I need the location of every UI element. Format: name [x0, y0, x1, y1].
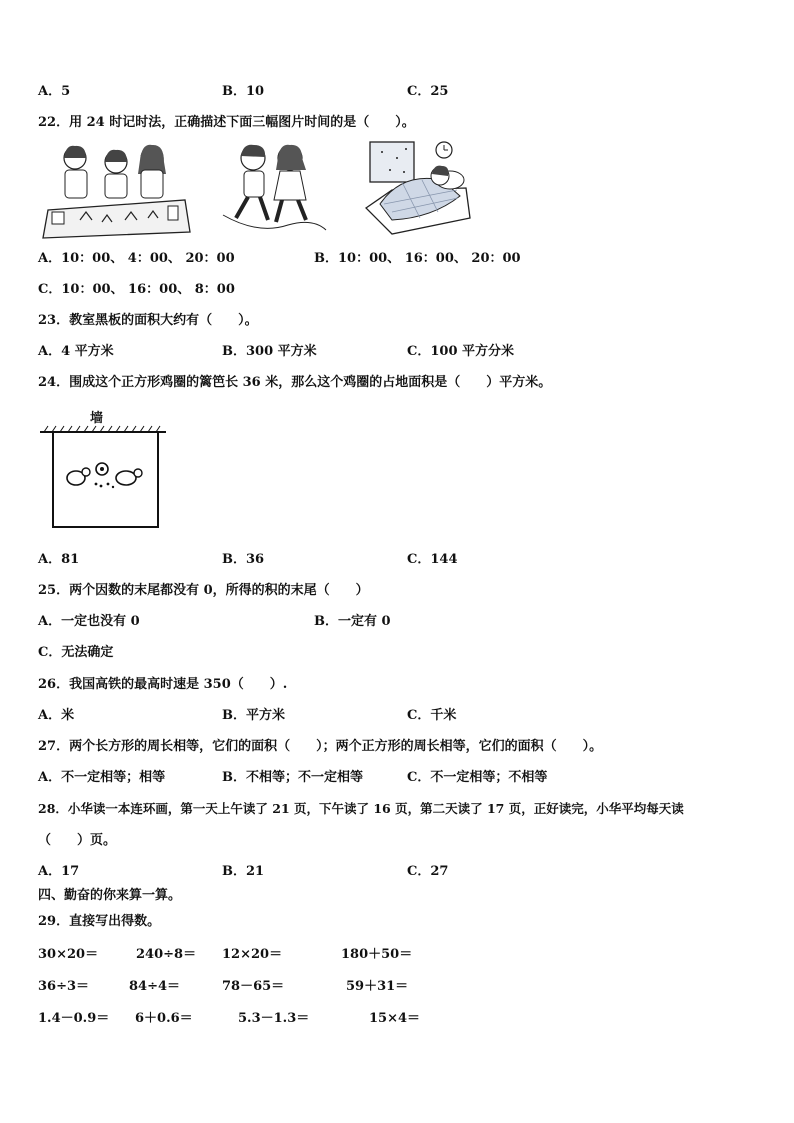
chicken-coop-diagram: [38, 424, 168, 534]
q28-question-line1: 28．小华读一本连环画，第一天上午读了 21 页，下午读了 16 页，第二天读了 17 页，正好读完，小华平均每天读: [38, 801, 684, 816]
q28-option-c: C．27: [407, 864, 449, 879]
q22-question: 22．用 24 时记时法，正确描述下面三幅图片时间的是（ ）。: [38, 115, 415, 130]
q21-option-a: A．5: [38, 84, 71, 99]
calc-item: 36÷3＝: [38, 979, 90, 994]
q27-option-b: B．不相等；不一定相等: [222, 770, 363, 785]
wall-label: 墙: [90, 411, 104, 426]
q27-option-c: C．不一定相等；不相等: [407, 770, 548, 785]
q26-question: 26．我国高铁的最高时速是 350（ ）.: [38, 677, 288, 692]
q22-option-a: A．10：00、 4：00、 20：00: [38, 251, 235, 266]
q23-option-c: C．100 平方分米: [407, 344, 515, 359]
q28-option-a: A．17: [38, 864, 80, 879]
q27-option-a: A．不一定相等；相等: [38, 770, 166, 785]
q23-option-a: A．4 平方米: [38, 344, 114, 359]
calc-item: 30×20＝: [38, 947, 99, 962]
q25-question: 25．两个因数的末尾都没有 0，所得的积的末尾（ ）: [38, 583, 369, 598]
q22-option-c: C．10：00、 16：00、 8：00: [38, 282, 235, 297]
q29-question: 29．直接写出得数。: [38, 914, 161, 929]
q23-option-b: B．300 平方米: [222, 344, 317, 359]
q25-option-a: A．一定也没有 0: [38, 614, 140, 629]
calc-item: 1.4－0.9＝: [38, 1011, 110, 1026]
child-sleeping-image: [362, 138, 472, 240]
children-folding-cranes-image: [40, 140, 195, 240]
calc-item: 15×4＝: [369, 1011, 421, 1026]
q24-question: 24．围成这个正方形鸡圈的篱笆长 36 米，那么这个鸡圈的占地面积是（ ）平方米。: [38, 375, 552, 390]
q26-option-c: C．千米: [407, 708, 457, 723]
calc-item: 12×20＝: [222, 947, 283, 962]
section-4-title: 四、勤奋的你来算一算。: [38, 888, 182, 903]
q26-option-b: B．平方米: [222, 708, 285, 723]
calc-item: 240÷8＝: [136, 947, 197, 962]
q24-option-c: C．144: [407, 552, 458, 567]
q24-option-b: B．36: [222, 552, 265, 567]
q25-option-c: C．无法确定: [38, 645, 114, 660]
calc-item: 180＋50＝: [341, 947, 413, 962]
q25-option-b: B．一定有 0: [314, 614, 391, 629]
calc-item: 84÷4＝: [129, 979, 181, 994]
q24-option-a: A．81: [38, 552, 80, 567]
q22-option-b: B．10：00、 16：00、 20：00: [314, 251, 521, 266]
calc-item: 6＋0.6＝: [135, 1011, 193, 1026]
q26-option-a: A．米: [38, 708, 75, 723]
q21-option-b: B．10: [222, 84, 265, 99]
calc-item: 78－65＝: [222, 979, 285, 994]
children-running-image: [218, 140, 328, 240]
q28-question-line2: （ ）页。: [38, 833, 117, 848]
q21-option-c: C．25: [407, 84, 449, 99]
q23-question: 23．教室黑板的面积大约有（ ）。: [38, 313, 258, 328]
calc-item: 59＋31＝: [346, 979, 409, 994]
q28-option-b: B．21: [222, 864, 265, 879]
calc-item: 5.3－1.3＝: [238, 1011, 310, 1026]
q27-question: 27．两个长方形的周长相等，它们的面积（ ）；两个正方形的周长相等，它们的面积（ ）。: [38, 739, 603, 754]
